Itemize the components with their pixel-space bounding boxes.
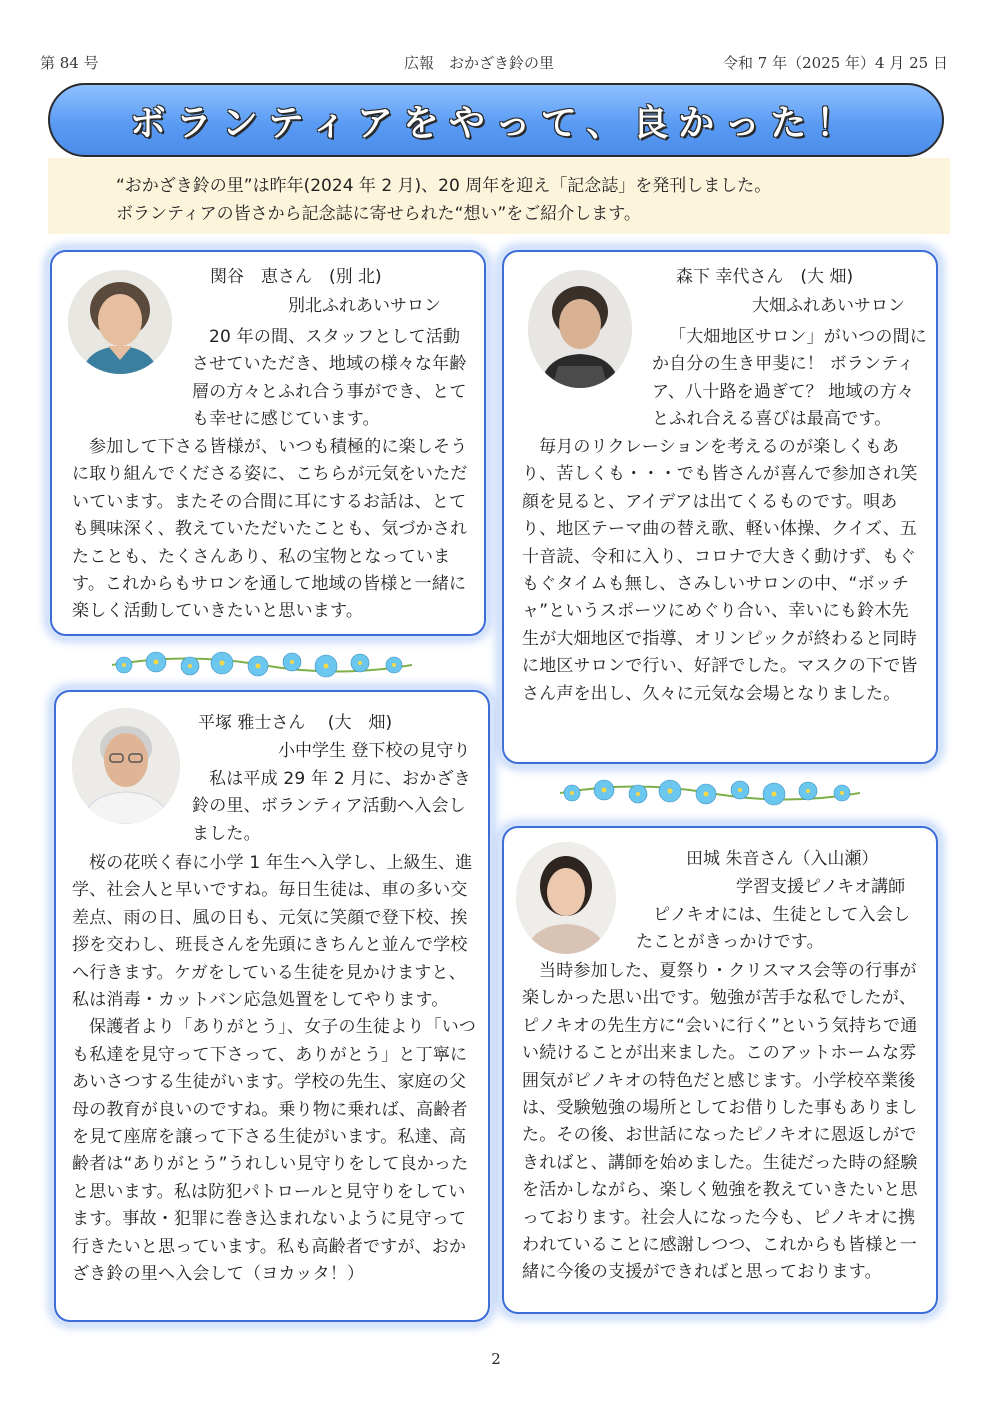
card-morishita xyxy=(502,250,938,764)
card-body xyxy=(636,902,926,957)
intro-line-1: “おかざき鈴の里”は昨年(2024 年 2 月)、20 周年を迎え「記念誌」を発刊しました。 xyxy=(116,176,772,196)
person-role: 学習支援ピノキオ講師 xyxy=(736,877,906,897)
publication-title: 広報 おかざき鈴の里 xyxy=(404,54,555,72)
paragraph: 当時参加した、夏祭り・クリスマス会等の行事が楽しかった思い出です。勉強が苦手な私でしたが、ピノキオの先生方に“会いに行く”という気持ちで通い続けることが出来ました。このアットホームな雰囲気がピノキオの特色だと感じます。小学校卒業後は、受験勉強の場所としてお借りした事もありました。その後、お世話になったピノキオに恩返しができればと、講師を始めました。生徒だった時の経験を活かしながら、楽しく勉強を教えていきたいと思っております。社会人になった今も、ピノキオに携われていることに感謝しつつ、これからも皆様と一緒に今後の支援ができればと思っております。 xyxy=(522,961,918,1283)
paragraph: 「大畑地区サロン」がいつの間にか自分の生き甲斐に！ ボランティア、八十路を過ぎて？ 地域の方々とふれ合える喜びは最高です。 xyxy=(652,327,927,430)
person-name: 関谷 恵さん (別 北) xyxy=(210,267,382,287)
person-role: 別北ふれあいサロン xyxy=(288,296,441,316)
person-role: 小中学生 登下校の見守り xyxy=(278,741,471,761)
intro-line-2: ボランティアの皆さから記念誌に寄せられた“想い”をご紹介します。 xyxy=(116,204,641,224)
flower-garland-divider xyxy=(560,776,860,810)
portrait-photo xyxy=(72,708,180,824)
person-role: 大畑ふれあいサロン xyxy=(752,296,905,316)
person-portrait-icon xyxy=(516,842,616,954)
paragraph: 保護者より「ありがとう」、女子の生徒より「いつも私達を見守って下さって、ありがとう」と丁寧にあいさつする生徒がいます。学校の先生、家庭の父母の教育が良いのですね。乗り物に乗れば、高齢者を見て座席を譲って下さる生徒がいます。私達、高齢者は“ありがとう”うれしい見守りをして良かったと思います。私は防犯パトロールと見守りをしています。事故・犯罪に巻き込まれないように見守って行きたいと思っています。私も高齢者ですが、おかざき鈴の里へ入会して（ヨカッタ！） xyxy=(72,1017,477,1285)
title-banner xyxy=(48,83,944,157)
person-portrait-icon xyxy=(528,270,632,388)
paragraph: 20 年の間、スタッフとして活動させていただき、地域の様々な年齢層の方々とふれ合う事ができ、とても幸せに感じています。 xyxy=(192,327,467,430)
intro-box xyxy=(48,158,950,234)
card-tashiro xyxy=(502,826,938,1314)
card-body xyxy=(652,324,928,434)
issue-number: 第 84 号 xyxy=(40,54,99,72)
flower-garland-divider xyxy=(112,648,412,682)
issue-date: 令和 7 年（2025 年）4 月 25 日 xyxy=(723,54,948,72)
person-name: 田城 朱音さん（入山瀬） xyxy=(686,849,879,869)
card-body xyxy=(192,766,480,848)
person-portrait-icon xyxy=(72,708,180,824)
card-body-full xyxy=(522,434,924,708)
portrait-photo xyxy=(516,842,616,954)
person-name: 森下 幸代さん (大 畑) xyxy=(676,267,854,287)
paragraph: 毎月のリクレーションを考えるのが楽しくもあり、苦しくも・・・でも皆さんが喜んで参加され笑顔を見ると、アイデアは出てくるものです。唄あり、地区テーマ曲の替え歌、軽い体操、クイズ、五十音読、令和に入り、コロナで大きく動けず、もぐもぐタイムも無し、さみしいサロンの中、“ボッチャ”というスポーツにめぐり合い、幸いにも鈴木先生が大畑地区で指導、オリンピックが終わると同時に地区サロンで行い、好評でした。マスクの下で皆さん声を出し、久々に元気な会場となりました。 xyxy=(522,437,918,704)
person-name: 平塚 雅士さん (大 畑) xyxy=(198,713,393,733)
paragraph: 参加して下さる皆様が、いつも積極的に楽しそうに取り組んでくださる姿に、こちらが元気をいただいています。またその合間に耳にするお話は、とても興味深く、教えていただいたことも、気づかされたことも、たくさんあり、私の宝物となっています。これからもサロンを通して地域の皆様と一緒に楽しく活動していきたいと思います。 xyxy=(72,437,468,622)
person-portrait-icon xyxy=(68,270,172,374)
card-hiratsuka xyxy=(54,690,490,1322)
card-body-full xyxy=(522,958,926,1287)
portrait-photo xyxy=(68,270,172,374)
paragraph: 桜の花咲く春に小学 1 年生へ入学し、上級生、進学、社会人と早いですね。毎日生徒は、車の多い交差点、雨の日、風の日も、元気に笑顔で登下校、挨拶を交わし、班長さんを先頭にきちんと並んで学校へ行きます。ケガをしている生徒を見かけますと、私は消毒・カットバン応急処置をしてやります。 xyxy=(72,853,473,1011)
card-sekiya xyxy=(50,250,486,636)
page-number: 2 xyxy=(491,1350,501,1368)
portrait-photo xyxy=(528,270,632,388)
card-body xyxy=(192,324,474,434)
paragraph: ピノキオには、生徒として入会したことがきっかけです。 xyxy=(636,905,911,953)
page-title: ボランティアをやって、良かった！ xyxy=(129,102,863,144)
card-body-full xyxy=(72,434,474,626)
card-body-full xyxy=(72,850,478,1289)
paragraph: 私は平成 29 年 2 月に、おかざき鈴の里、ボランティア活動へ入会しました。 xyxy=(192,769,471,844)
